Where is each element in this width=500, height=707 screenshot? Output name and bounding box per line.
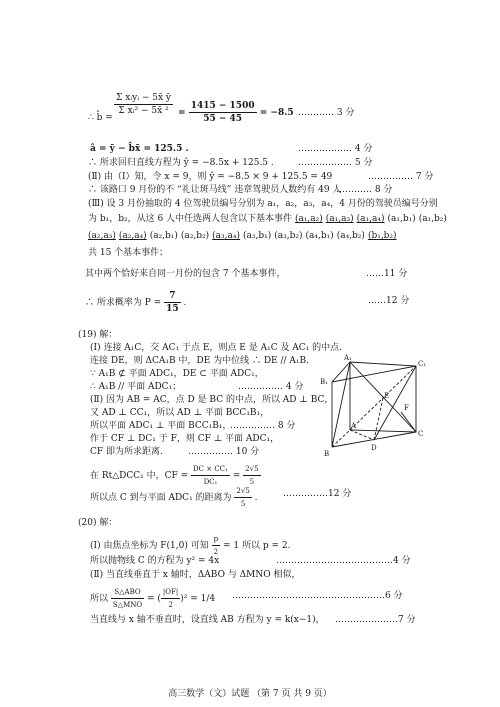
q20-line-1-a: (Ⅰ) 由焦点坐标为 F(1,0) 可知 — [90, 541, 209, 551]
label-c1: C₁ — [418, 360, 427, 368]
edge-a-d — [350, 430, 374, 440]
event-pair: (a₁,b₁) — [387, 214, 416, 224]
q19-line-8: 作于 CF ⊥ DC₁ 于 F，则 CF ⊥ 平面 ADC₁， — [90, 434, 280, 444]
page-footer: 高三数学（文）试题 （第 7 页 共 9 页） — [168, 689, 332, 699]
prism-figure — [318, 352, 430, 468]
q19-line-2: 连接 DE，则 ΔCA₁B 中，DE 为中位线 ∴ DE // A₁B. — [90, 356, 309, 366]
q19-line-10-prefix: 在 Rt△DCC₁ 中，CF = — [90, 471, 189, 481]
edge-c-f — [401, 412, 416, 432]
probability-denominator: 15 — [166, 304, 179, 314]
b-hat-numerator: Σ xᵢyᵢ − 5x̄ ȳ — [116, 93, 172, 103]
b-hat-formula — [114, 92, 173, 117]
regression-line: ∴ 所求回归直线方程为 ŷ = −8.5x + 125.5 . — [88, 158, 274, 168]
q20-line-2-score: …………………………………4 分 — [276, 556, 411, 566]
q20-line-5: 当直线与 x 轴不垂直时，设直线 AB 方程为 y = k(x−1)， — [90, 615, 325, 625]
q19-line-5: (Ⅱ) 因为 AB = AC，点 D 是 BC 的中点，所以 AD ⊥ BC， — [90, 395, 334, 405]
distance-numerator: 2√5 — [234, 485, 251, 498]
cf-denominator: DC₁ — [203, 478, 218, 486]
of-numerator: |OF| — [161, 586, 180, 599]
q20-line-4-mid: = ( — [146, 594, 161, 604]
q20-header: (20) 解： — [78, 518, 118, 528]
q19-line-11: 所以点 C 到与平面 ADC₁ 的距离为 $\frac{2√5}{5}$ . — [90, 487, 258, 508]
diag-a1-b — [332, 362, 350, 447]
event-pair: (a₁,a₂) — [294, 214, 323, 224]
b-hat-values: = $\frac{1415 - 1500}{55 - 45}$ = −8.5 — [178, 101, 294, 124]
event-pair: (a₁,a₄) — [356, 214, 385, 224]
cf-result-denominator: 5 — [249, 478, 255, 486]
a-hat-line: â = ȳ − b̂x̄ = 125.5 . — [90, 144, 189, 154]
part3-line-b — [88, 213, 450, 225]
q19-line-11-score: ……………12 分 — [283, 489, 352, 499]
edge-d-c1 — [374, 366, 416, 440]
event-pair: (a₁,b₂) — [418, 214, 447, 224]
event-pair: (a₃,b₂) — [274, 231, 303, 241]
label-a: A — [351, 422, 357, 430]
pairs-row-2 — [88, 230, 400, 242]
label-b: B — [324, 450, 330, 458]
cf-numerator: DC × CC₁ — [191, 463, 230, 476]
probability-score: ……12 分 — [368, 296, 410, 306]
label-d: D — [371, 444, 377, 452]
event-pair: (a₂,b₂) — [180, 231, 210, 241]
total-events: 共 15 个基本事件； — [88, 248, 169, 258]
q20-line-4 — [90, 586, 215, 611]
q19-line-4-score: …………… 4 分 — [238, 382, 304, 392]
p-denominator: 2 — [213, 548, 219, 556]
area-ratio-numerator: S△ABO — [111, 586, 144, 599]
part2-line-b: ∴ 该路口 9 月份的不 “礼让斑马线” 违章驾驶员人数约有 49 人 — [88, 185, 342, 195]
q20-line-3: (Ⅱ) 当直线垂直于 x 轴时，ΔABO 与 ΔMNO 相似， — [90, 570, 301, 580]
event-pair: (a₂,a₃) — [88, 231, 116, 241]
part2-line-a-score: …………… 7 分 — [368, 172, 434, 182]
b-hat-prefix: ∴ b̂ = — [88, 113, 113, 123]
event-pair: (a₃,a₄) — [212, 231, 240, 241]
q20-line-4-score: ……………………………………………6 分 — [232, 591, 403, 601]
event-pair: (b₁,b₂) — [367, 231, 397, 241]
label-e: E — [384, 392, 390, 400]
area-ratio-denominator: S△MNO — [112, 601, 143, 609]
part2-line-b-score: ………… 8 分 — [336, 185, 393, 195]
b-hat-num-val: 1415 − 1500 — [190, 101, 255, 111]
q20-line-1-b: = 1 所以 p = 2. — [222, 541, 291, 551]
q19-line-1: (Ⅰ) 连接 A₁C，交 AC₁ 于点 E，则点 E 是 A₁C 及 AC₁ 的中点. — [90, 343, 343, 353]
p-numerator: p — [212, 533, 220, 546]
q19-line-3: ∵ A₁B ⊄ 平面 ADC₁，DE ⊂ 平面 ADC₁， — [90, 369, 264, 379]
a-hat-score: ……………… 4 分 — [298, 144, 373, 154]
event-pair: (a₂,b₁) — [149, 231, 178, 241]
q19-header: (19) 解： — [78, 330, 118, 340]
event-pair: (a₄,b₂) — [336, 231, 365, 241]
probability-numerator: 7 — [164, 290, 181, 303]
b-hat-result: = −8.5 — [259, 108, 294, 118]
q20-line-4-end: )² = 1/4 — [180, 594, 216, 604]
b-hat-score: ………… 3 分 — [298, 108, 355, 118]
event-pair: (a₃,b₁) — [243, 231, 272, 241]
event-pair: (a₁,a₃) — [325, 214, 354, 224]
q20-line-4-prefix: 所以 — [90, 594, 109, 604]
q19-line-9-score: …………… 10 分 — [188, 447, 260, 457]
label-a1: A₁ — [344, 354, 352, 362]
q20-line-2: 所以抛物线 C 的方程为 y² = 4x — [90, 556, 220, 566]
q19-line-6: 又 AD ⊥ CC₁，所以 AD ⊥ 平面 BCC₁B₁， — [90, 408, 270, 418]
event-pair: (a₄,b₁) — [305, 231, 334, 241]
cf-result-numerator: 2√5 — [243, 463, 260, 476]
b-hat-den-val: 55 − 45 — [203, 114, 243, 124]
q19-line-7-score: …………… 8 分 — [230, 421, 296, 431]
q20-line-5-score: …………………7 分 — [335, 615, 416, 625]
label-f: F — [404, 404, 409, 412]
part2-line-a: (Ⅱ) 由（Ⅰ）知，令 x = 9，则 ŷ = −8.5 × 9 + 125.5 = 49 — [88, 172, 333, 182]
label-b1: B₁ — [320, 378, 328, 386]
events-7-line: 其中两个恰好来自同一月份的包含 7 个基本事件， — [85, 269, 286, 279]
probability-prefix: ∴ 所求概率为 P = — [85, 298, 162, 308]
cf-equals: = — [232, 471, 241, 481]
events-7-score: ……11 分 — [366, 269, 408, 279]
regression-score: ……………… 5 分 — [298, 158, 373, 168]
probability-line: ∴ 所求概率为 P = $\frac{7}{15}$ . — [85, 291, 187, 314]
distance-denominator: 5 — [240, 500, 246, 508]
edge-d-e — [374, 398, 383, 440]
b-hat-denominator: Σ xᵢ² − 5x̄ ² — [118, 106, 169, 116]
q19-line-4: ∴ A₁B // 平面 ADC₁； — [90, 382, 182, 392]
q19-line-11-prefix: 所以点 C 到与平面 ADC₁ 的距离为 — [90, 493, 232, 503]
event-pair: (a₂,a₄) — [118, 231, 147, 241]
part3-line-a: (Ⅲ) 设 3 月份抽取的 4 位驾驶员编号分别为 a₁，a₂，a₃，a₄，4 月份的驾驶员编号分别 — [88, 199, 438, 209]
q19-line-7: 所以平面 ADC₁ ⊥ 平面 BCC₁B₁， — [90, 421, 232, 431]
of-denominator: 2 — [168, 601, 173, 609]
q19-line-9: CF 即为所求距离. — [90, 447, 163, 457]
label-c: C — [418, 430, 424, 438]
part3-line-b-text: 为 b₁，b₂，从这 6 人中任选两人包含以下基本事件 — [88, 214, 293, 224]
